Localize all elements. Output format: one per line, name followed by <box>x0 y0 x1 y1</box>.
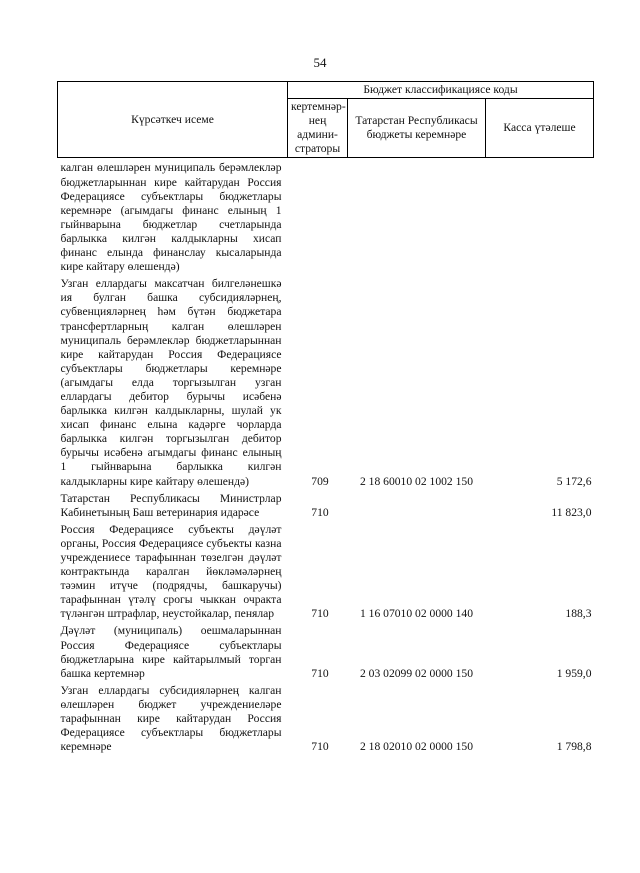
cash-amount: 1 798,8 <box>556 740 592 754</box>
indicator-name: калган өлешләрен муниципаль берәмлекләр бюджетларыннан кире кайтарудан Россия Федерациясе субъектлары бюджетлары керемнәре (агымдагы финанс елының 1 гыйнварына бюджетлар счетларында барлыкка килгән калдыкларны хисап финанс елында финанслау кысаларында кире кайтару өлешендә) <box>60 161 282 274</box>
admin-code: 709 <box>311 474 329 488</box>
classification-code <box>348 158 486 274</box>
cash-amount: 1 959,0 <box>556 666 592 680</box>
table-row <box>58 621 594 680</box>
classification-code <box>348 489 486 520</box>
cash-amount: 11 823,0 <box>551 505 592 519</box>
admin-code <box>288 158 348 274</box>
indicator-name: Россия Федерациясе субъекты дәүләт органы, Россия Федерациясе субъекты казна учреждениесе тарафыннан төзелгән дәүләт контрактында каралган йөкләмәләрнең тәэмин итүче (подрядчы, башкаручы) тарафыннан үтәлү срогы чыккан очракта түләнгән штрафлар, неустойкалар, пенялар <box>60 522 282 621</box>
table-row <box>58 489 594 520</box>
classification-code: 2 03 02099 02 0000 150 <box>359 666 474 680</box>
table-row <box>58 520 594 622</box>
indicator-name: Дәүләт (муниципаль) оешмаларыннан Россия Федерациясе субъектлары бюджетларына кире кайтарылмый торган башка кертемнәр <box>60 624 282 680</box>
table-row <box>58 681 594 754</box>
budget-table <box>57 81 594 754</box>
page-number: 54 <box>313 55 327 70</box>
header-budget-codes: Бюджет классификациясе коды <box>288 82 594 99</box>
classification-code: 2 18 02010 02 0000 150 <box>359 740 474 754</box>
header-admin: кертемнәр-нең админи-страторы <box>288 99 348 158</box>
table-header <box>58 82 594 158</box>
indicator-name: Узган еллардагы максатчан билгеләнешкә ия булган башка субсидияләрнең, субвенцияләрнең һәм бүтән бюджетара трансфертларның калган өлешләрен муниципаль берәмлекләр бюджетларыннан кире кайтарудан Россия Федерациясе субъектлары бюджетлары керемнәре (агымдагы елда торгызылган узган еллардагы дебитор бурычы исәбенә барлыкка килгән калдыкларны, шулай ук хисап финанс елына кадәрге чорларда барлыкка килгән торгызылган дебитор бурычы исәбенә агымдагы финанс елының 1 гыйнварына барлыкка килгән калдыкларны кире кайтару өлешендә) <box>60 277 282 488</box>
indicator-name: Татарстан Республикасы Министрлар Кабинетының Баш ветеринария идарәсе <box>60 491 282 519</box>
admin-code: 710 <box>311 505 329 519</box>
header-indicator-name: Күрсәткеч исеме <box>58 82 288 158</box>
table-row <box>58 158 594 274</box>
cash-amount: 5 172,6 <box>556 474 592 488</box>
header-revenue: Татарстан Республикасы бюджеты керемнәре <box>348 99 486 158</box>
admin-code: 710 <box>311 740 329 754</box>
classification-code: 1 16 07010 02 0000 140 <box>359 607 474 621</box>
admin-code: 710 <box>311 607 329 621</box>
cash-amount: 188,3 <box>565 607 592 621</box>
classification-code: 2 18 60010 02 1002 150 <box>359 474 474 488</box>
table-row <box>58 274 594 488</box>
header-cash: Касса үтәлеше <box>486 99 594 158</box>
admin-code: 710 <box>311 666 329 680</box>
cash-amount <box>486 158 594 274</box>
indicator-name: Узган еллардагы субсидияләрнең калган өлешләрен бюджет учреждениеләре тарафыннан кире кайтарудан Россия Федерациясе субъектлары бюджетлары керемнәре <box>60 683 282 754</box>
